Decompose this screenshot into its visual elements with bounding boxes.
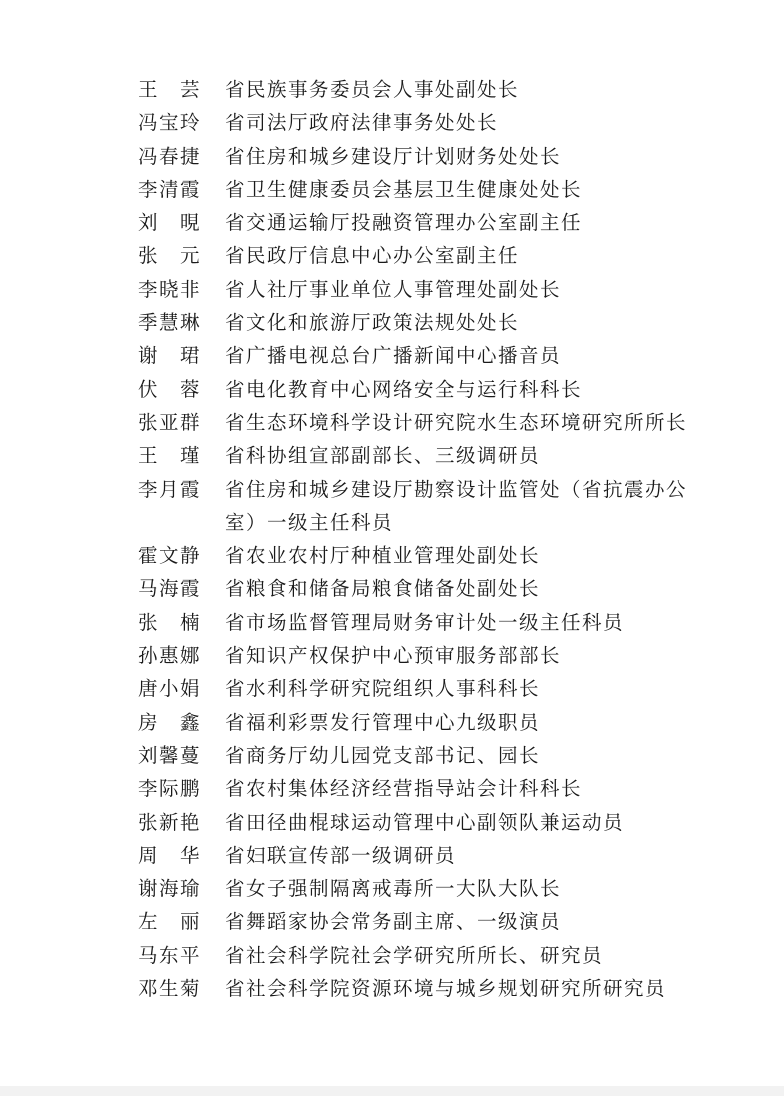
list-item [138,173,718,206]
list-item [138,406,718,439]
person-position: 省粮食和储备局粮食储备处副处长 [225,577,541,601]
person-name: 季慧琳 [138,311,202,335]
list-item [138,706,718,739]
person-name: 周 华 [138,843,202,867]
personnel-list [138,73,718,1005]
person-position: 省司法厅政府法律事务处处长 [225,111,499,135]
person-name: 王 瑾 [138,444,202,468]
person-name: 张 楠 [138,610,202,634]
list-item [138,772,718,805]
list-item [138,206,718,239]
person-position: 省田径曲棍球运动管理中心副领队兼运动员 [225,810,625,834]
person-name: 张 元 [138,244,202,268]
person-position: 省住房和城乡建设厅勘察设计监管处（省抗震办公室）一级主任科员 [225,477,688,534]
person-name: 左 丽 [138,910,202,934]
person-position: 省妇联宣传部一级调研员 [225,843,457,867]
person-position: 省人社厅事业单位人事管理处副处长 [225,277,562,301]
list-item [138,239,718,272]
person-name: 冯宝玲 [138,111,202,135]
person-position: 省科协组宣部副部长、三级调研员 [225,444,541,468]
list-item [138,273,718,306]
person-position: 省交通运输厅投融资管理办公室副主任 [225,211,583,235]
person-name: 冯春捷 [138,144,202,168]
person-position: 省福利彩票发行管理中心九级职员 [225,710,541,734]
person-position: 省电化教育中心网络安全与运行科科长 [225,377,583,401]
person-name: 李月霞 [138,477,202,501]
person-position: 省住房和城乡建设厅计划财务处处长 [225,144,562,168]
person-name: 张亚群 [138,410,202,434]
person-position: 省卫生健康委员会基层卫生健康处处长 [225,177,583,201]
person-name: 邓生菊 [138,977,202,1001]
list-item [138,339,718,372]
person-name: 刘 晛 [138,211,202,235]
person-position: 省商务厅幼儿园党支部书记、园长 [225,743,541,767]
list-item [138,473,718,540]
person-name: 李晓非 [138,277,202,301]
list-item [138,373,718,406]
person-name: 房 鑫 [138,710,202,734]
list-item [138,739,718,772]
person-name: 刘馨蔓 [138,743,202,767]
person-name: 谢 珺 [138,344,202,368]
person-position: 省农业农村厅种植业管理处副处长 [225,544,541,568]
person-position: 省农村集体经济经营指导站会计科科长 [225,777,583,801]
list-item [138,106,718,139]
list-item [138,806,718,839]
person-position: 省水利科学研究院组织人事科科长 [225,677,541,701]
list-item [138,539,718,572]
list-item [138,672,718,705]
list-item [138,73,718,106]
list-item [138,572,718,605]
list-item [138,872,718,905]
person-name: 谢海瑜 [138,877,202,901]
list-item [138,939,718,972]
person-name: 李清霞 [138,177,202,201]
person-position: 省市场监督管理局财务审计处一级主任科员 [225,610,625,634]
page-bottom-edge [0,1086,784,1096]
person-position: 省民族事务委员会人事处副处长 [225,78,520,101]
person-position: 省社会科学院资源环境与城乡规划研究所研究员 [225,977,667,1001]
person-name: 霍文静 [138,544,202,568]
person-position: 省女子强制隔离戒毒所一大队大队长 [225,877,562,901]
person-name: 马东平 [138,943,202,967]
person-name: 唐小娟 [138,677,202,701]
person-position: 省知识产权保护中心预审服务部部长 [225,644,562,668]
person-position: 省文化和旅游厅政策法规处处长 [225,311,520,335]
person-name: 孙惠娜 [138,644,202,668]
list-item [138,639,718,672]
list-item [138,140,718,173]
person-name: 马海霞 [138,577,202,601]
person-name: 李际鹏 [138,777,202,801]
person-position: 省生态环境科学设计研究院水生态环境研究所所长 [225,410,688,434]
person-name: 伏 蓉 [138,377,202,401]
list-item [138,306,718,339]
person-position: 省广播电视总台广播新闻中心播音员 [225,344,562,368]
person-name: 张新艳 [138,810,202,834]
person-position: 省舞蹈家协会常务副主席、一级演员 [225,910,562,934]
list-item [138,905,718,938]
list-item [138,606,718,639]
person-name: 王 芸 [138,78,202,101]
list-item [138,972,718,1005]
list-item [138,839,718,872]
list-item [138,439,718,472]
person-position: 省社会科学院社会学研究所所长、研究员 [225,943,604,967]
person-position: 省民政厅信息中心办公室副主任 [225,244,520,268]
